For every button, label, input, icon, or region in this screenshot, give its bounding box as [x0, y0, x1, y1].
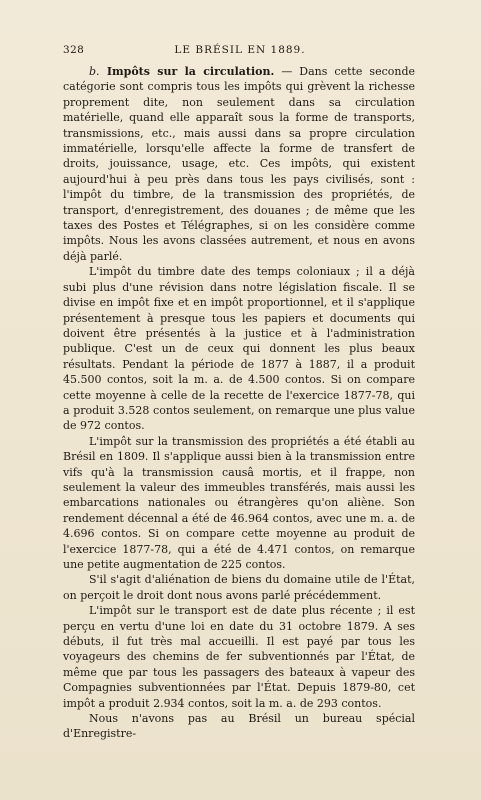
paragraph-1-text: — Dans cette seconde catégorie sont compris tous les impôts qui grèvent la richesse proprement dite, non seulement dans sa circulation matérielle, quand elle apparaît sous la forme de transports, transmissions, etc., mais aussi dans sa propre circulation immatérielle, lorsqu'elle affecte la forme de transfert de droits, jouissance, usage, etc. Ces impôts, qui existent aujourd'hui à peu près dans tous les pays civilisés, sont : l'impôt du timbre, de la transmission des propriétés, de transport, d'enregistrement, des douanes ; de même que les taxes des Postes et Télégraphes, si on les considère comme impôts. Nous les avons classées autrement, et nous en avons déjà parlé.: [63, 65, 415, 263]
paragraph-5: L'impôt sur le transport est de date plus récente ; il est perçu en vertu d'une loi en date du 31 octobre 1879. A ses débuts, il fut très mal accueilli. Il est payé par tous les voyageurs des chemins de fer subventionnés par l'État, de même que par tous les passagers des bateaux à vapeur des Compagnies subventionnées par l'État. Depuis 1879-80, cet impôt a produit 2.934 contos, soit la m. a. de 293 contos.: [63, 604, 415, 710]
section-heading: Impôts sur la circulation.: [99, 65, 275, 78]
page-number: 328: [63, 44, 85, 56]
running-header: [63, 44, 417, 58]
running-title: LE BRÉSIL EN 1889.: [174, 44, 306, 56]
body-text: [63, 64, 415, 742]
paragraph-6: Nous n'avons pas au Brésil un bureau spécial d'Enregistre-: [63, 712, 415, 741]
paragraph-1: [63, 64, 415, 264]
paragraph-2: L'impôt du timbre date des temps coloniaux ; il a déjà subi plus d'une révision dans notre législation fiscale. Il se divise en impôt fixe et en impôt proportionnel, et il s'applique présentement à presque tous les papiers et documents qui doivent être présentés à la justice et à l'administration publique. C'est un de ceux qui donnent les plus beaux résultats. Pendant la période de 1877 à 1887, il a produit 45.500 contos, soit la m. a. de 4.500 contos. Si on compare cette moyenne à celle de la recette de l'exercice 1877-78, qui a produit 3.528 contos seulement, on remarque une plus value de 972 contos.: [63, 265, 415, 433]
section-marker: b.: [89, 65, 100, 78]
paragraph-3: L'impôt sur la transmission des propriétés a été établi au Brésil en 1809. Il s'applique aussi bien à la transmission entre vifs qu'à la transmission causâ mortis, et il frappe, non seulement la valeur des immeubles transférés, mais aussi les embarcations nationales ou étrangères qu'on aliène. Son rendement décennal a été de 46.964 contos, avec une m. a. de 4.696 contos. Si on compare cette moyenne au produit de l'exercice 1877-78, qui a été de 4.471 contos, on remarque une petite augmentation de 225 contos.: [63, 434, 415, 571]
paragraph-4: S'il s'agit d'aliénation de biens du domaine utile de l'État, on perçoit le droit dont nous avons parlé précédemment.: [63, 573, 415, 602]
